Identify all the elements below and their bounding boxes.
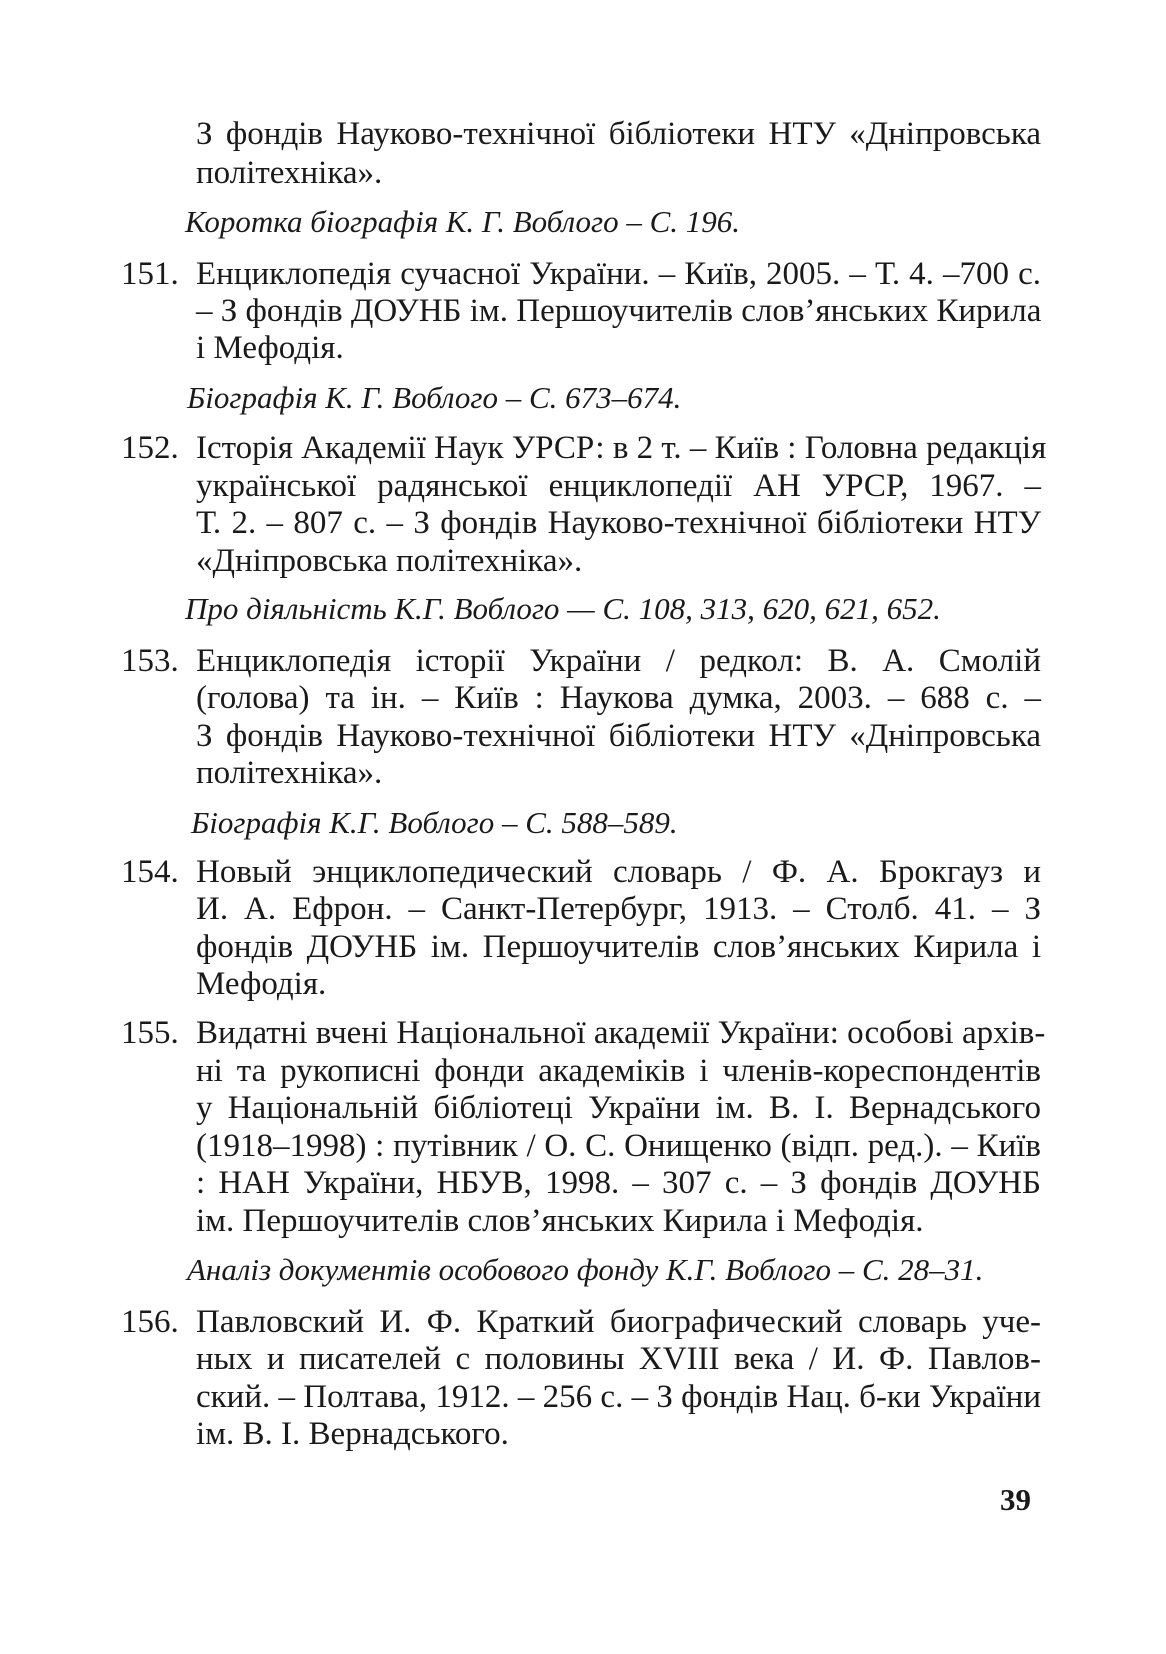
entry-text: (голова) та ін. – Київ : Наукова думка, 2003. – 688 с. – [196,680,1041,716]
entry-text: Новый энциклопедический словарь / Ф. А. Брокгауз и [196,854,1041,890]
entry-text: ні та рукописні фонди академіків і членів-кореспондентів [196,1053,1041,1089]
entry-text: ім. Першоучителів слов’янських Кирила і Мефодія. [196,1203,924,1239]
entry-text: – З фондів ДОУНБ ім. Першоучителів слов’янських Кирила [196,293,1042,329]
entry-note: Біографія К.Г. Воблого – С. 588–589. [191,805,678,840]
page-number: 39 [1000,1482,1031,1517]
entry-text: Енциклопедія історії України / редкол: В. А. Смолій [196,643,1041,679]
entry-text: Т. 2. – 807 с. – З фондів Науково-технічної бібліотеки НТУ [196,505,1041,541]
entry-note: Біографія К. Г. Воблого – С. 673–674. [187,380,682,415]
entry-note: Аналіз документів особового фонду К.Г. Воблого – С. 28–31. [187,1252,984,1287]
entry-text: Енциклопедія сучасної України. – Київ, 2005. – Т. 4. –700 с. [196,256,1041,292]
entry-text: : НАН України, НБУВ, 1998. – 307 с. – З фондів ДОУНБ [196,1165,1041,1201]
entry-text: (1918–1998) : путівник / О. С. Онищенко (відп. ред.). – Київ [196,1128,1041,1164]
entry-text: «Дніпровська політехніка». [196,543,583,579]
entry-text: політехніка». [196,755,383,791]
entry-note: Коротка біографія К. Г. Воблого – С. 196. [185,204,741,239]
entry-text: ных и писателей с половины XVIII века / И. Ф. Павлов- [196,1341,1041,1377]
entry-number: 156. [121,1304,179,1340]
entry-text: української радянської енциклопедії АН УРСР, 1967. – [196,468,1041,504]
entry-text: у Національній бібліотеці України ім. В. І. Вернадського [196,1090,1041,1126]
entry-note: Про діяльність К.Г. Воблого — С. 108, 313, 620, 621, 652. [185,591,941,626]
entry-number: 155. [121,1015,179,1051]
entry-text: Мефодія. [196,966,327,1002]
entry-text: фондів ДОУНБ ім. Першоучителів слов’янських Кирила і [196,929,1041,965]
entry-text: і Мефодія. [196,330,344,366]
entry-text: З фондів Науково-технічної бібліотеки НТУ «Дніпровська [196,116,1041,152]
entry-text: И. А. Ефрон. – Санкт-Петербург, 1913. – Столб. 41. – З [196,891,1041,927]
entry-number: 151. [121,256,179,292]
entry-text: ім. В. І. Вернадського. [196,1416,509,1452]
entry-text: політехніка». [196,155,383,191]
entry-number: 153. [121,643,179,679]
entry-text: З фондів Науково-технічної бібліотеки НТУ «Дніпровська [196,718,1041,754]
entry-text: Історія Академії Наук УРСР: в 2 т. – Київ : Головна редакція [196,430,1047,466]
entry-number: 152. [121,430,179,466]
entry-text: Павловский И. Ф. Краткий биографический словарь уче- [196,1304,1041,1340]
entry-number: 154. [121,854,179,890]
entry-text: Видатні вчені Національної академії України: особові архів- [196,1015,1046,1051]
entry-text: ский. – Полтава, 1912. – 256 с. – З фондів Нац. б-ки України [196,1379,1041,1415]
